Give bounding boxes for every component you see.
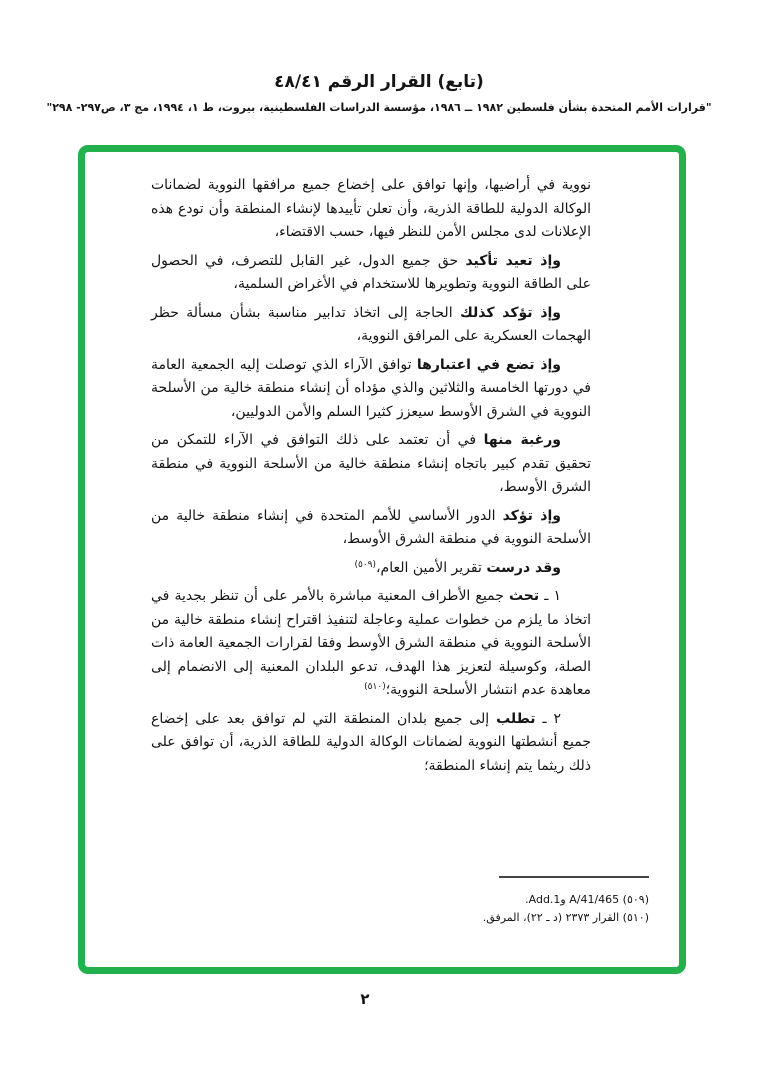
bold-lead-in: وإذ تؤكد كذلك bbox=[459, 304, 562, 321]
footnote-separator bbox=[499, 876, 649, 878]
resolution-title: (تابع) القرار الرقم ٤٨/٤١ bbox=[274, 72, 484, 92]
paragraph-text: تقرير الأمين العام، bbox=[376, 559, 487, 576]
body-paragraph bbox=[151, 708, 591, 779]
paragraph-text: في أن تعتمد على ذلك التوافق في الآراء للتمكن من تحقيق تقدم كبير باتجاه إنشاء منطقة خالية من الأسلحة النووية في منطقة الشرق الأوسط، bbox=[151, 432, 591, 495]
paragraph-text: الدور الأساسي للأمم المتحدة في إنشاء منطقة خالية من الأسلحة النووية في منطقة الشرق الأوسط، bbox=[151, 507, 591, 547]
body-paragraph bbox=[151, 250, 591, 297]
source-citation: "قرارات الأمم المتحدة بشأن فلسطين ١٩٨٢ ــ ١٩٨٦، مؤسسة الدراسات الفلسطينية، بيروت، ط ١، ١٩٩٤، مج ٣، ص٢٩٧- ٢٩٨" bbox=[46, 101, 712, 114]
paragraph-text: جميع الأطراف المعنية مباشرة بالأمر على أن تنظر بجدية في اتخاذ ما يلزم من خطوات عملية وعاجلة لتنفيذ اقتراح إنشاء منطقة خالية من الأسلحة النووية في منطقة الشرق الأوسط وفقا لقرارات الجمعية العامة ذات الصلة، وكوسيلة لتعزيز هذا الهدف، تدعو البلدان المعنية إلى الانضمام إلى معاهدة عدم انتشار الأسلحة النووية؛ bbox=[151, 588, 591, 698]
bold-lead-in: وإذ تضع في اعتبارها bbox=[416, 356, 561, 373]
paragraph-text: توافق الآراء الذي توصلت إليه الجمعية العامة في دورتها الخامسة والثلاثين والذي مؤداه أن إنشاء منطقة خالية من الأسلحة النووية في الشرق الأوسط سيعزز كثيرا السلم والأمن الدوليين، bbox=[151, 356, 591, 420]
body-paragraph bbox=[151, 302, 591, 349]
footnote-reference: (٥٠٩) bbox=[354, 559, 377, 570]
paragraph-text: الحاجة إلى اتخاذ تدابير مناسبة بشأن مسألة حظر الهجمات العسكرية على المرافق النووية، bbox=[151, 304, 591, 344]
footnote-list bbox=[145, 891, 649, 927]
bold-lead-in: تطلب bbox=[496, 710, 536, 727]
body-paragraph bbox=[151, 505, 591, 552]
document-header bbox=[0, 70, 758, 115]
body-paragraph bbox=[151, 174, 591, 245]
bold-lead-in: وإذ تعيد تأكيد bbox=[465, 252, 561, 269]
paragraph-text: إلى جميع بلدان المنطقة التي لم توافق بعد على إخضاع جميع أنشطتها النووية لضمانات الوكالة الدولية للطاقة الذرية، أن توافق على ذلك ريثما يتم إنشاء المنطقة؛ bbox=[151, 710, 591, 774]
body-paragraph bbox=[151, 354, 591, 425]
paragraph-text: ١ ـ bbox=[539, 588, 561, 604]
bold-lead-in: تحث bbox=[508, 588, 540, 604]
page-number: ٢ bbox=[360, 990, 370, 1008]
paragraph-text: ٢ ـ bbox=[535, 710, 561, 727]
bold-lead-in: ورغبة منها bbox=[483, 432, 561, 448]
body-paragraph bbox=[151, 585, 591, 703]
body-paragraph bbox=[151, 557, 591, 581]
footnote-section bbox=[145, 873, 649, 927]
footnote-item: (٥٠٩) A/41/465 وAdd.1. bbox=[525, 893, 649, 906]
green-highlight-box bbox=[78, 145, 686, 974]
footnote-separator-wrap bbox=[145, 873, 649, 891]
footnote-reference: (٥١٠) bbox=[364, 682, 386, 692]
bold-lead-in: وقد درست bbox=[486, 559, 561, 576]
footnote-item: (٥١٠) القرار ٢٣٧٣ (د ـ ٢٢)، المرفق. bbox=[482, 911, 649, 924]
paragraph-text: حق جميع الدول، غير القابل للتصرف، في الحصول على الطاقة النووية وتطويرها للاستخدام في الأغراض السلمية، bbox=[151, 252, 591, 292]
bold-lead-in: وإذ تؤكد bbox=[502, 507, 561, 524]
body-paragraph bbox=[151, 429, 591, 500]
resolution-body bbox=[151, 174, 591, 783]
paragraph-text: نووية في أراضيها، وإنها توافق على إخضاع جميع مرافقها النووية لضمانات الوكالة الدولية للطاقة الذرية، وأن تعلن تأييدها لإنشاء المنطقة وأن تودع هذه الإعلانات لدى مجلس الأمن للنظر فيها، حسب الاقتضاء، bbox=[151, 177, 591, 240]
